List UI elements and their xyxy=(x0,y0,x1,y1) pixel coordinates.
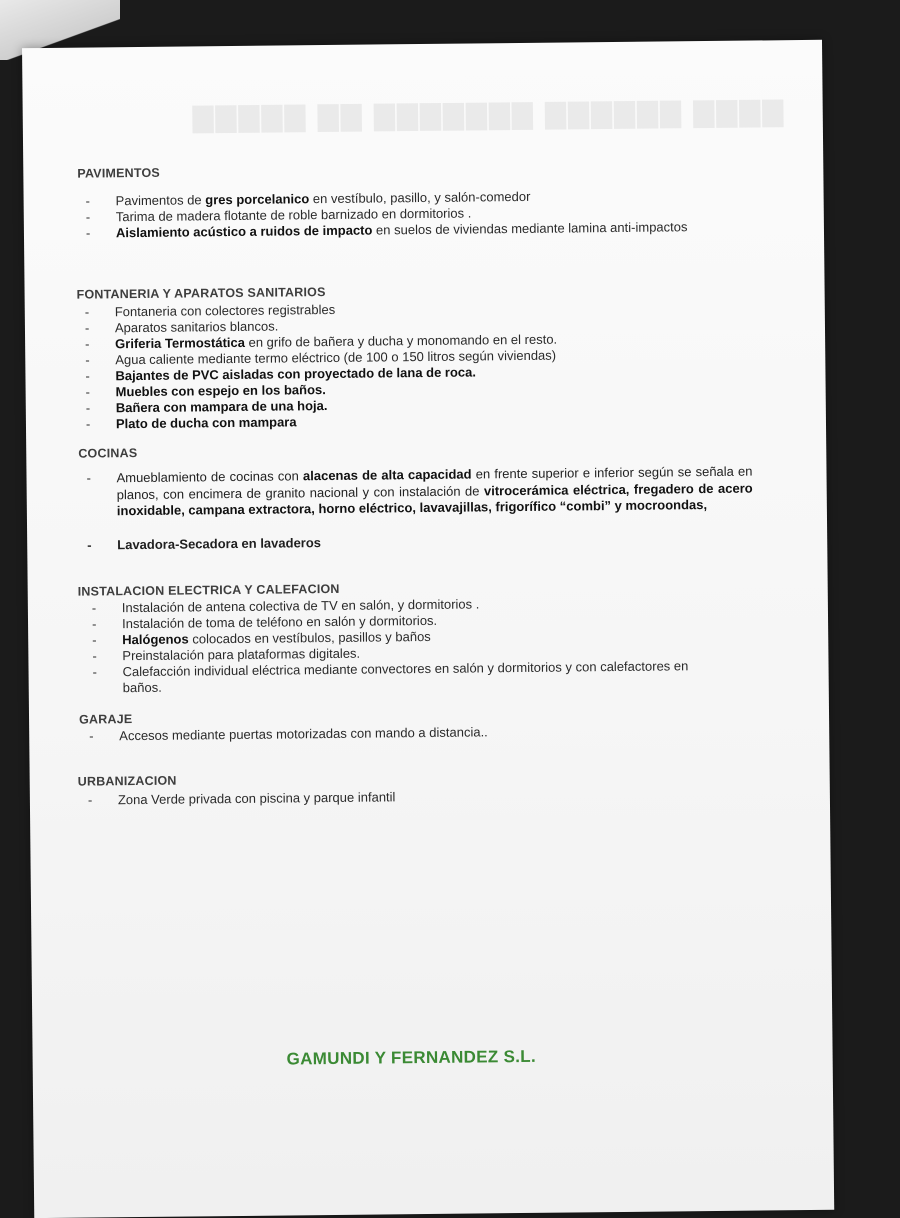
section-title-garaje: GARAJE xyxy=(78,712,133,727)
section-title-pavimentos: PAVIMENTOS xyxy=(77,165,160,181)
list-item: - Instalación de antena colectiva de TV en salón, y dormitorios . xyxy=(91,596,480,616)
list-item: - Zona Verde privada con piscina y parque infantil xyxy=(87,789,396,808)
list-item: - Tarima de madera flotante de roble barnizado en dormitorios . xyxy=(85,205,472,225)
list-item: - Agua caliente mediante termo eléctrico (de 100 o 150 litros según viviendas) xyxy=(85,347,557,368)
list-item: - Aparatos sanitarios blancos. xyxy=(84,318,279,336)
section-title-cocinas: COCINAS xyxy=(78,446,138,461)
cocinas-paragraph: - Amueblamiento de cocinas con alacenas de alta capacidad en frente superior e inferior según se señala en planos, con encimera de granito nacional y con instalación de vitrocerámica eléctrica, fregadero de acero inoxidable, campana extractora, horno eléctrico, lavavajillas, frigorífico “combi” y mocroondas, xyxy=(86,463,753,519)
show-through-text: ▇▇▇▇ ▇▇▇▇▇▇ ▇▇▇▇▇▇▇ ▇▇ ▇▇▇▇▇ xyxy=(189,96,783,133)
list-item: - Griferia Termostática en grifo de bañera y ducha y monomando en el resto. xyxy=(85,331,558,352)
section-title-fontaneria: FONTANERIA Y APARATOS SANITARIOS xyxy=(76,285,326,302)
section-title-urbanizacion: URBANIZACION xyxy=(77,773,177,789)
list-item: - Halógenos colocados en vestíbulos, pasillos y baños xyxy=(92,628,431,648)
list-item: - Bañera con mampara de una hoja. xyxy=(85,398,328,416)
list-item: - Pavimentos de gres porcelanico en vestíbulo, pasillo, y salón-comedor xyxy=(85,188,531,209)
company-name: GAMUNDI Y FERNANDEZ S.L. xyxy=(286,1046,537,1069)
list-item: - Accesos mediante puertas motorizadas con mando a distancia.. xyxy=(89,724,488,744)
list-item-continuation: baños. xyxy=(122,679,162,696)
list-item: - Instalación de toma de teléfono en salón y dormitorios. xyxy=(91,612,438,632)
list-item: - Preinstalación para plataformas digitales. xyxy=(92,645,361,664)
list-item: - Bajantes de PVC aisladas con proyectado de lana de roca. xyxy=(85,364,477,384)
document-page xyxy=(22,40,834,1218)
list-item: - Fontaneria con colectores registrables xyxy=(84,301,336,320)
list-item: - Lavadora-Secadora en lavaderos xyxy=(87,535,322,553)
section-title-instalacion: INSTALACION ELECTRICA Y CALEFACION xyxy=(77,581,340,599)
list-item: - Plato de ducha con mampara xyxy=(85,414,297,432)
list-item: - Muebles con espejo en los baños. xyxy=(85,382,326,400)
list-item: - Calefacción individual eléctrica mediante convectores en salón y dormitorios y con calefactores en xyxy=(92,658,689,680)
list-item: - Aislamiento acústico a ruidos de impacto en suelos de viviendas mediante lamina anti-impactos xyxy=(85,219,688,241)
